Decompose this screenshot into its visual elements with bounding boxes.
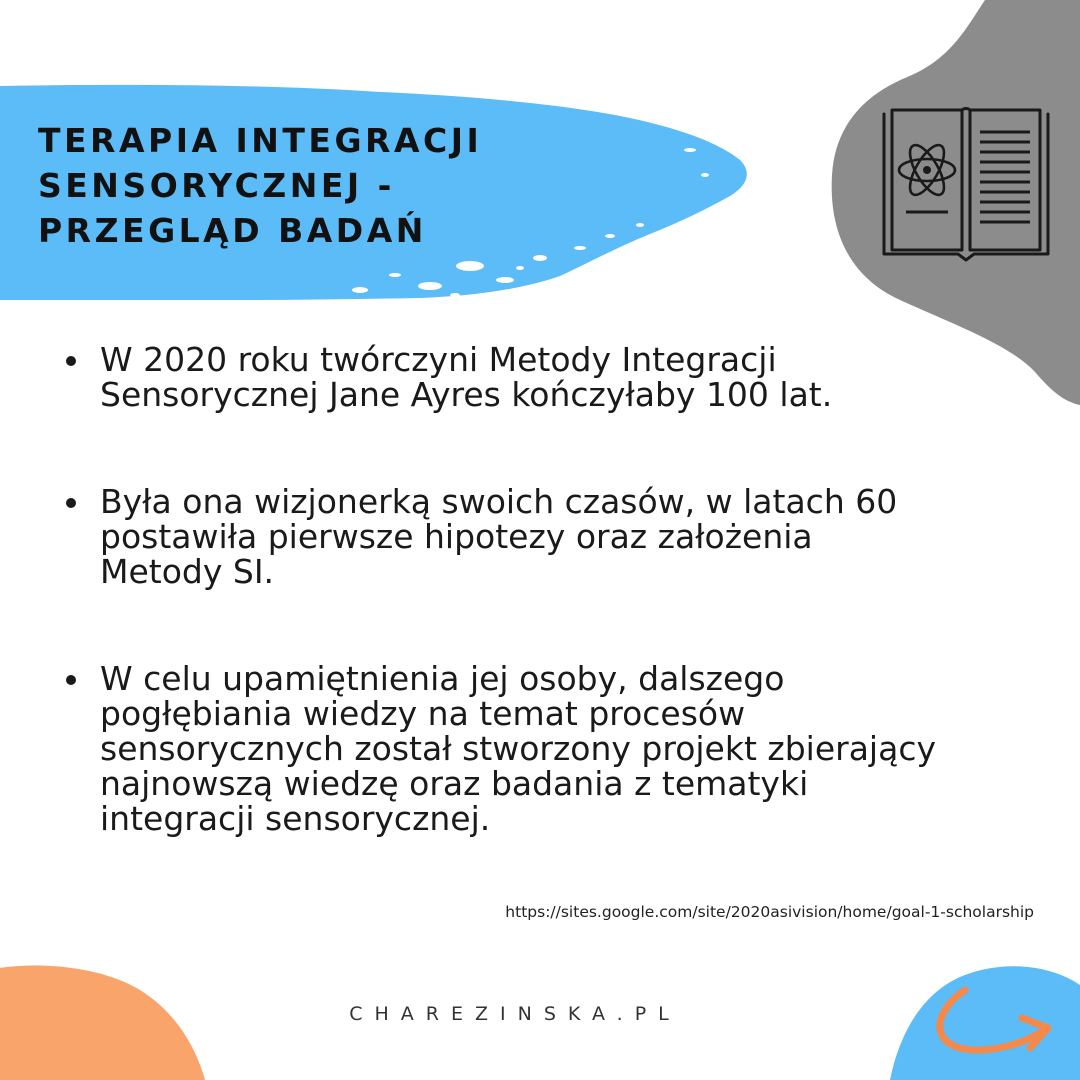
bullet-text-line: Była ona wizjonerką swoich czasów, w latach 60	[100, 482, 898, 521]
bullet-dot-icon	[66, 356, 76, 366]
science-book-icon	[880, 104, 1052, 264]
bullet-dot-icon	[66, 675, 76, 685]
bullet-text-line: integracji sensorycznej.	[100, 799, 491, 838]
title-line: PRZEGLĄD BADAŃ	[38, 211, 427, 250]
bullet-text-line: postawiła pierwsze hipotezy oraz założenia	[100, 517, 813, 556]
bullet-text-line: najnowszą wiedzę oraz badania z tematyki	[100, 764, 809, 803]
bullet-text-line: W celu upamiętnienia jej osoby, dalszego	[100, 659, 785, 698]
bullet-text-line: Metody SI.	[100, 552, 275, 591]
page-title	[38, 118, 598, 253]
source-url: https://sites.google.com/site/2020asivision/home/goal-1-scholarship	[505, 903, 1034, 921]
bullet-item	[60, 342, 1050, 412]
bullet-list	[60, 342, 1050, 908]
bullet-text-line: W 2020 roku twórczyni Metody Integracji	[100, 340, 777, 379]
bullet-item	[60, 661, 1050, 836]
title-line: TERAPIA INTEGRACJI	[38, 121, 483, 160]
bullet-text-line: pogłębiania wiedzy na temat procesów	[100, 694, 746, 733]
bullet-item	[60, 484, 1050, 589]
bullet-text-line: sensorycznych został stworzony projekt zbierający	[100, 729, 936, 768]
bullet-dot-icon	[66, 498, 76, 508]
brand-footer: CHAREZINSKA.PL	[349, 1003, 681, 1025]
bullet-text-line: Sensorycznej Jane Ayres kończyłaby 100 lat.	[100, 375, 833, 414]
title-line: SENSORYCZNEJ -	[38, 166, 395, 205]
